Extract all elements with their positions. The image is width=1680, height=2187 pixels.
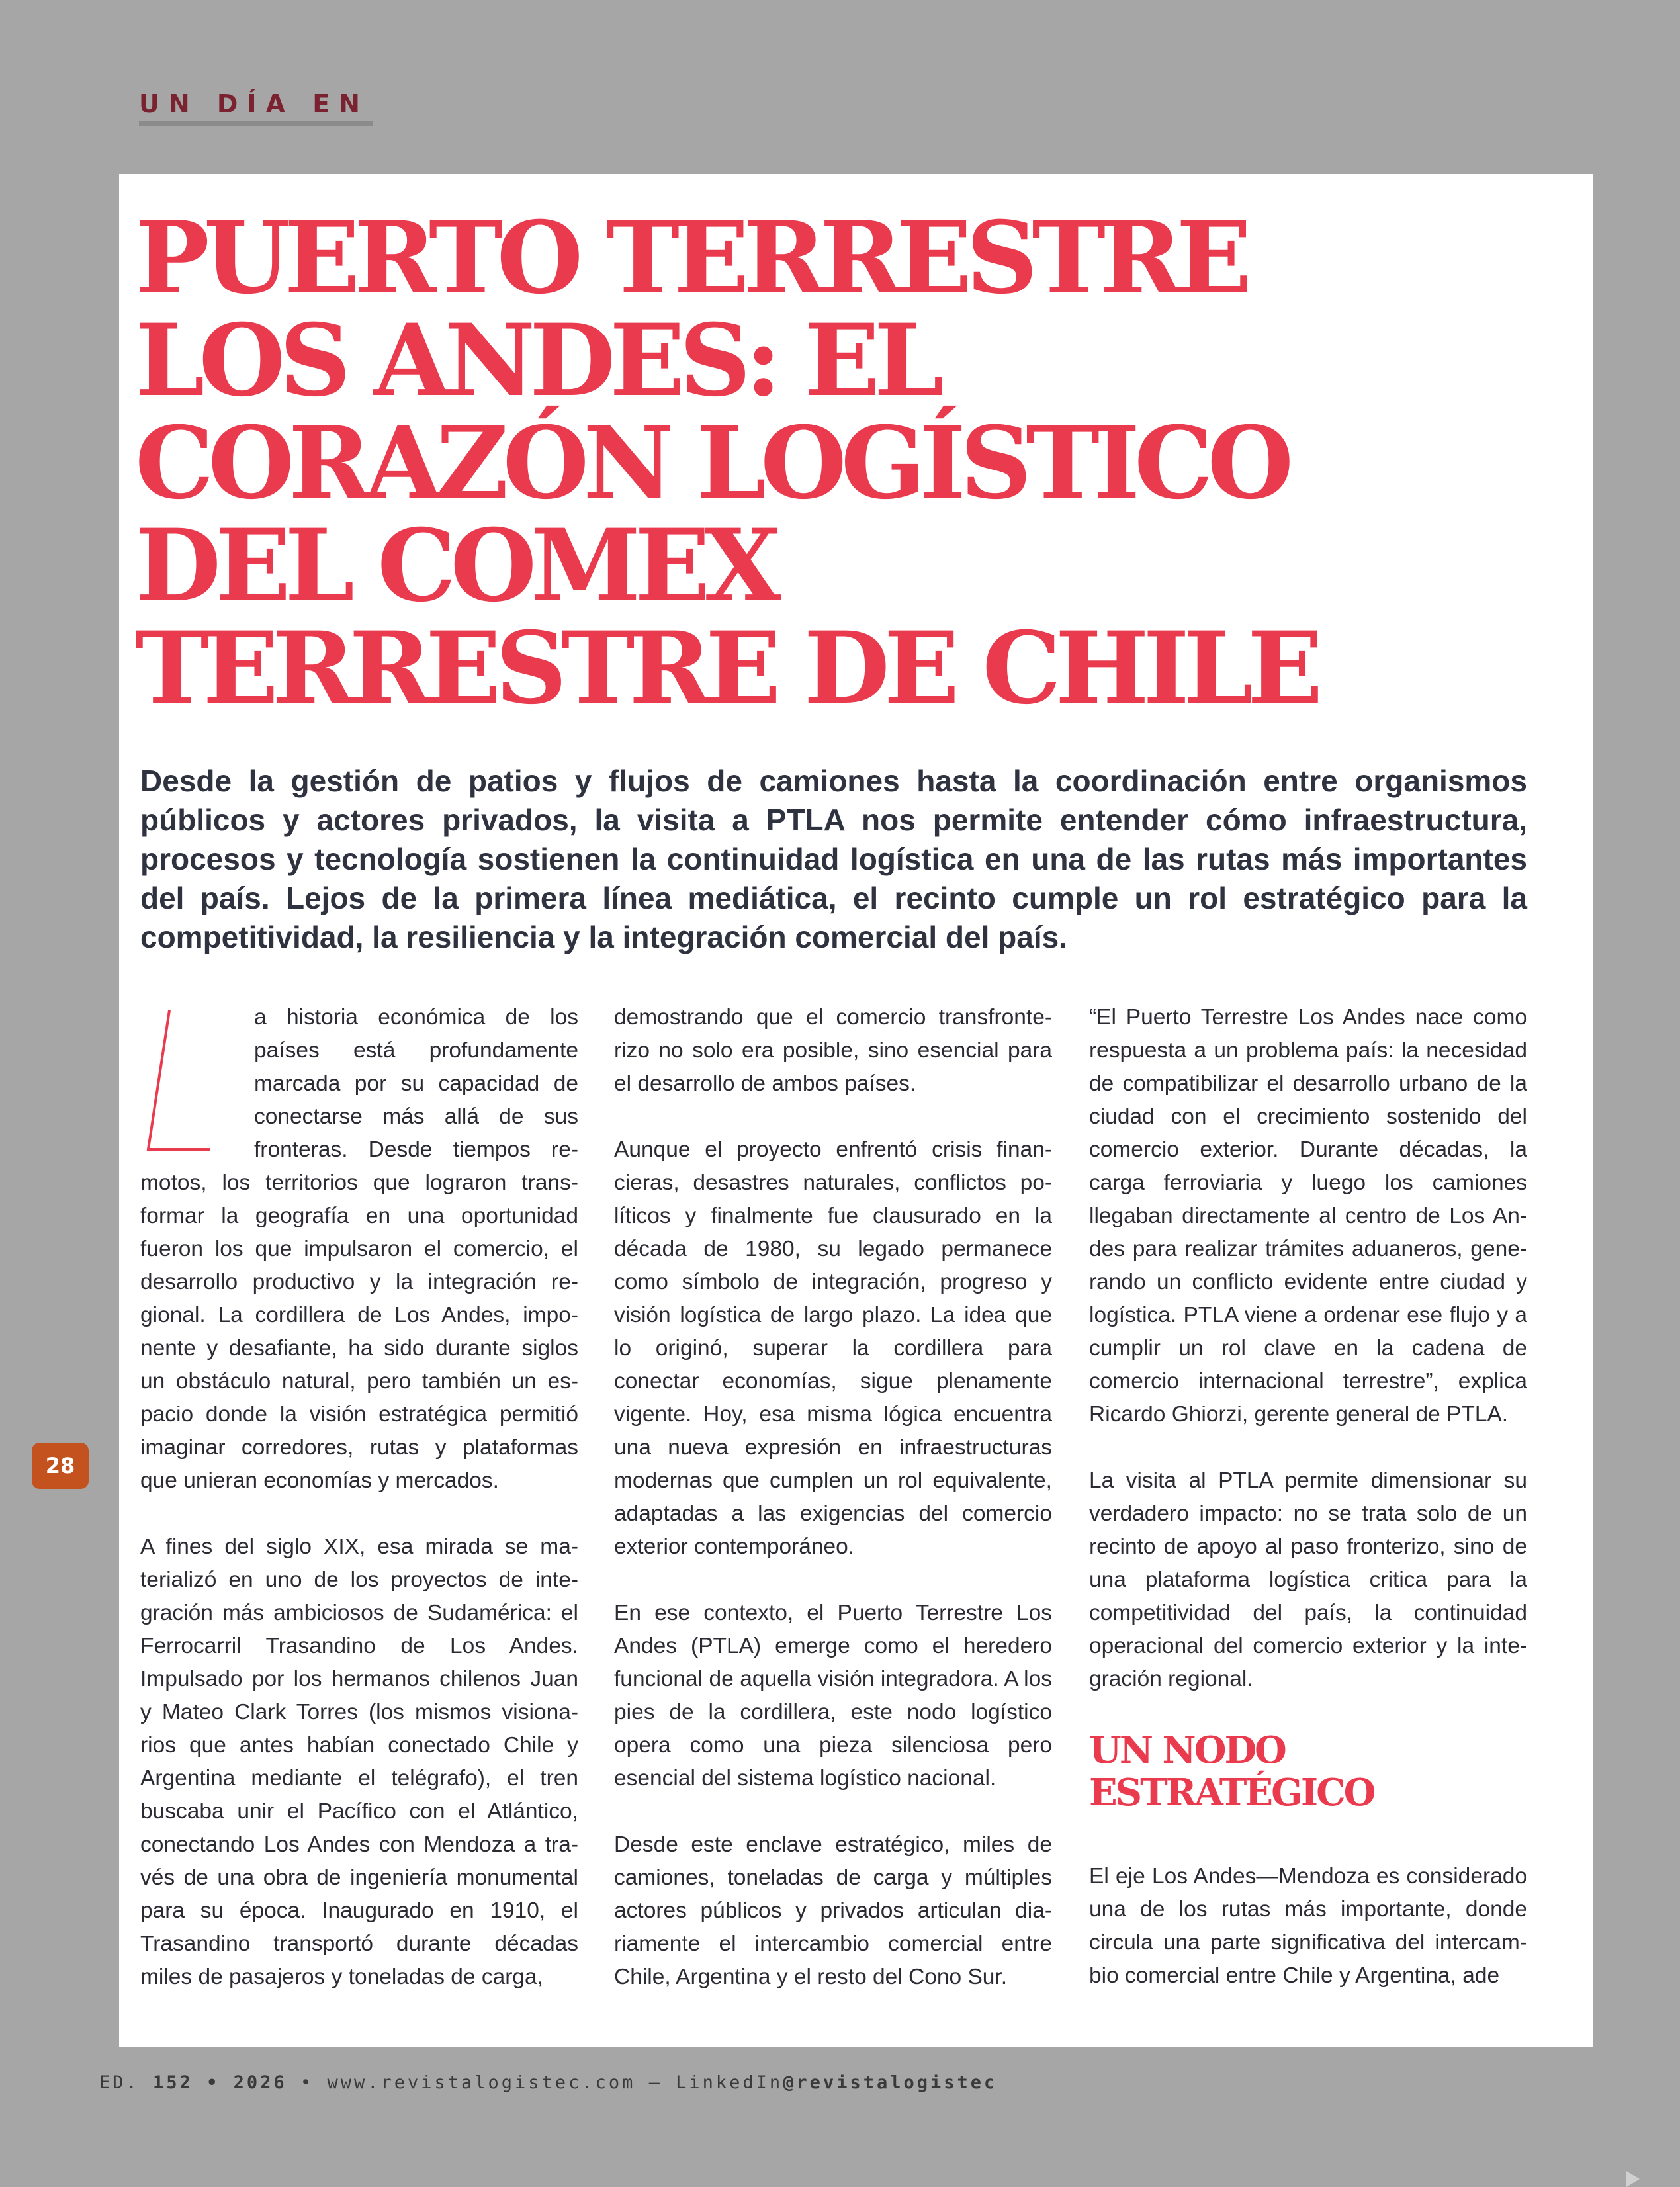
- paragraph: Aunque el proyecto enfrentó crisis financieras, desastres naturales, conflictos políticos y finalmente fue clausurado en la década de 1980, su legado permanece como símbolo de integración, progreso y visión logística de largo plazo. La idea que lo originó, superar la cordillera para conectar economías, sigue plenamente vigente. Hoy, esa misma lógica encuentra una nueva expresión en infraestructuras modernas que cumplen un rol equivalente, adaptadas a las exigencias del comercio exterior contemporáneo.: [614, 1138, 1052, 1559]
- paragraph: En ese contexto, el Puerto Terrestre Los Andes (PTLA) emerge como el heredero funcional de aquella visión integradora. A los pies de la cordillera, este nodo logístico opera como una pieza silenciosa pero esencial del sistema logístico nacional.: [614, 1601, 1052, 1791]
- footer-edition-number: 152: [153, 2073, 193, 2093]
- paragraph: a historia económica de los países está profundamente marcada por su capacidad de conectarse más allá de sus fronteras. Desde tiempos remotos, los territorios que lograron transformar la geografía en una oportunidad fueron los que impulsaron el comercio, el desarrollo productivo y la integración regional. La cordillera de Los Andes, imponente y desafiante, ha sido durante siglos un obstáculo natural, pero también un espacio donde la visión estratégica permitió imaginar corredores, rutas y plataformas que unieran economías y mercados.: [140, 1005, 578, 1493]
- headline-line: DEL COMEX: [135, 508, 775, 624]
- footer-year: 2026: [233, 2073, 287, 2093]
- section-label: UN DÍA EN: [139, 89, 373, 126]
- paragraph: A fines del siglo XIX, esa mirada se materializó en uno de los proyectos de integración más ambiciosos de Sudamérica: el Ferrocarril Trasandino de Los Andes. Impulsado por los hermanos chilenos Juan y Mateo Clark Torres (los mismos visionarios que antes habían conectado Chile y Argentina mediante el telégrafo), el tren buscaba unir el Pacífico con el Atlántico, conectando Los Andes con Mendoza a través de una obra de ingeniería monumental para su época. Inaugurado en 1910, el Trasandino transportó durante décadas miles de pasajeros y toneladas de carga,: [140, 1535, 578, 1989]
- drop-cap-l-glyph: [8, 868, 254, 1161]
- next-page-arrow-icon[interactable]: [1626, 2171, 1640, 2187]
- footer-website-link[interactable]: www.revistalogistec.com: [327, 2073, 636, 2093]
- page-footer: [99, 2073, 997, 2093]
- subhead-line: ESTRATÉGICO: [1089, 1771, 1374, 1814]
- article-lede: Desde la gestión de patios y flujos de camiones hasta la coordinación entre organismos públicos y actores privados, la visita a PTLA nos permite entender cómo infraestructura, procesos y tecnología sostienen la continuidad logística en una de las rutas más importantes del país. Lejos de la primera línea mediática, el recinto cumple un rol estratégico para la competitividad, la resiliencia y la integración comercial del país.: [140, 764, 1527, 954]
- page-number-badge: 28: [32, 1443, 89, 1489]
- headline-line: CORAZÓN LOGÍSTICO: [135, 405, 1288, 521]
- text-column-3: [1089, 1001, 1527, 2026]
- text-column-2: [614, 1001, 1052, 2027]
- article-headline: [135, 200, 1591, 727]
- drop-cap-letter: L: [8, 868, 12, 875]
- paragraph: Desde este enclave estratégico, miles de camiones, toneladas de carga y múltiples actores públicos y privados articulan diariamente el intercambio comercial entre Chile, Argentina y el resto del Cono Sur.: [614, 1832, 1052, 1989]
- footer-separator: •: [206, 2073, 220, 2093]
- paragraph: El eje Los Andes—Mendoza es considerado una de los rutas más importante, donde circula una parte significativa del intercambio comercial entre Chile y Argentina, ade: [1089, 1864, 1527, 1988]
- footer-edition-label: ED.: [99, 2073, 140, 2093]
- section-subhead: [1089, 1729, 1527, 1814]
- footer-linkedin-handle[interactable]: @revistalogistec: [783, 2073, 998, 2093]
- headline-line: PUERTO TERRESTRE: [135, 200, 1246, 316]
- headline-line: LOS ANDES: EL: [135, 302, 938, 419]
- paragraph: La visita al PTLA permite dimensionar su verdadero impacto: no se trata solo de un recinto de apoyo al paso fronterizo, sino de una plataforma logística critica para la competitividad del país, la continuidad operacional del comercio exterior y la integración regional.: [1089, 1468, 1527, 1691]
- headline-line: TERRESTRE DE CHILE: [135, 610, 1317, 727]
- paragraph: “El Puerto Terrestre Los Andes nace como respuesta a un problema país: la necesidad de compatibilizar el desarrollo urbano de la ciudad con el crecimiento sostenido del comercio exterior. Durante décadas, la carga ferroviaria y luego los camiones llegaban directamente al centro de Los Andes para realizar trámites aduaneros, generando un conflicto evidente entre ciudad y logística. PTLA viene a ordenar ese flujo y a cumplir un rol clave en la cadena de comercio internacional terrestre”, explica Ricardo Ghiorzi, gerente general de PTLA.: [1089, 1005, 1527, 1427]
- subhead-line: UN NODO: [1089, 1728, 1285, 1772]
- footer-dash: –: [648, 2073, 662, 2093]
- footer-linkedin-label: LinkedIn: [676, 2073, 783, 2093]
- footer-separator: •: [300, 2073, 314, 2093]
- paragraph: demostrando que el comercio transfronterizo no solo era posible, sino esencial para el desarrollo de ambos países.: [614, 1005, 1052, 1096]
